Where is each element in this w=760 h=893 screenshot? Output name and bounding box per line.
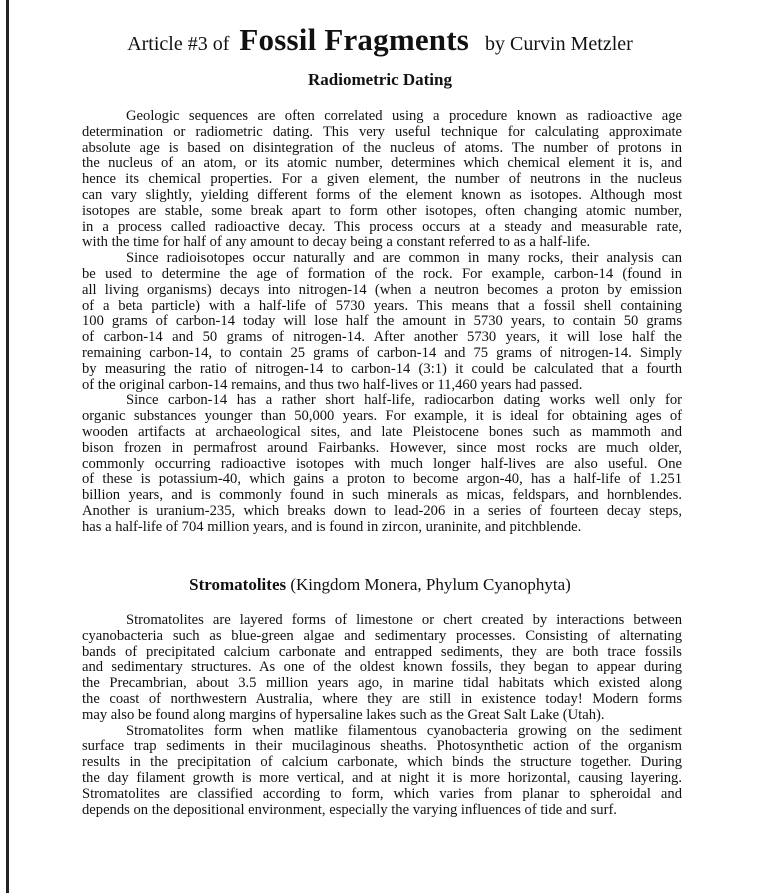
text-line: the nucleus of an atom, or its atomic number, determines which chemical element it is, and <box>82 155 682 172</box>
stromatolites-title-taxonomy: (Kingdom Monera, Phylum Cyanophyta) <box>290 575 571 594</box>
text-line: billion years, and is commonly found in such minerals as micas, feldspars, and hornblendes. <box>82 487 682 504</box>
article-header <box>0 20 760 66</box>
article-byline: by Curvin Metzler <box>485 33 633 55</box>
radiometric-body <box>82 109 682 536</box>
text-line: organic substances younger than 50,000 years. For example, it is ideal for obtaining ages of <box>82 408 682 425</box>
page-edge-rule <box>6 0 9 893</box>
text-line: may also be found along margins of hypersaline lakes such as the Great Salt Lake (Utah). <box>82 706 605 723</box>
text-line: wooden artifacts at archaeological sites, and late Pleistocene bones such as mammoth and <box>82 423 682 440</box>
text-line: all living organisms) decays into nitrogen-14 (when a neutron becomes a proton by emission <box>82 281 682 298</box>
text-line: the coast of northwestern Australia, where they are still in existence today! Modern forms <box>82 690 682 707</box>
text-line: the day filament growth is more vertical, and at night it is more horizontal, causing layering. <box>82 769 682 786</box>
text-line: surface trap sediments in their mucilaginous sheaths. Photosynthetic action of the organism <box>82 738 682 755</box>
text-line: hence its chemical properties. For a given element, the number of neutrons in the nucleus <box>82 171 682 188</box>
section-title-stromatolites <box>0 575 760 595</box>
text-line: and sedimentary structures. As one of the oldest known fossils, they began to appear during <box>82 659 682 676</box>
text-line: in a process called radioactive decay. This process occurs at a steady and measurable rate, <box>82 218 682 235</box>
text-line: Since radioisotopes occur naturally and are common in many rocks, their analysis can <box>126 250 682 267</box>
stromatolites-body <box>82 613 682 818</box>
text-line: Stromatolites are layered forms of limestone or chert created by interactions between <box>126 612 682 628</box>
text-line: of the original carbon-14 remains, and thus two half-lives or 11,460 years had passed. <box>82 376 583 393</box>
text-line: with the time for half of any amount to decay being a constant referred to as a half-life. <box>82 234 591 251</box>
article-prefix: Article #3 of <box>127 33 230 55</box>
text-line: the Precambrian, about 3.5 million years ago, in marine tidal habitats which existed along <box>82 675 682 692</box>
text-line: bands of precipitated calcium carbonate and entrapped sediments, they are both trace fossils <box>82 643 682 660</box>
text-line: Since carbon-14 has a rather short half-life, radiocarbon dating works well only for <box>126 392 682 409</box>
text-line: determination or radiometric dating. This very useful technique for calculating approximate <box>82 123 682 140</box>
text-line: remaining carbon-14, to contain 25 grams of carbon-14 and 75 grams of nitrogen-14. Simply <box>82 344 682 361</box>
text-line: cyanobacteria such as blue-green algae and sedimentary processes. Consisting of alternating <box>82 627 682 644</box>
text-line: depends on the depositional environment, especially the varying influences of tide and surf. <box>82 801 617 818</box>
text-line: commonly occurring radioactive isotopes with much longer half-lives are also useful. One <box>82 455 682 472</box>
text-line: 100 grams of carbon-14 today will lose half the amount in 5730 years, to contain 50 grams <box>82 313 682 330</box>
stromatolites-title-bold: Stromatolites <box>189 575 287 594</box>
text-line: Geologic sequences are often correlated using a procedure known as radioactive age <box>126 108 682 124</box>
text-line: results in the precipitation of calcium carbonate, which binds the structure together. During <box>82 754 682 771</box>
text-line: of these is potassium-40, which gains a proton to become argon-40, has a half-life of 1.251 <box>82 471 682 488</box>
section-title-radiometric: Radiometric Dating <box>307 70 452 89</box>
text-line: by measuring the ratio of nitrogen-14 to carbon-14 (3:1) it could be calculated that a fourth <box>82 360 682 377</box>
text-line: bison frozen in permafrost around Fairbanks. However, since most rocks are much older, <box>82 439 682 456</box>
text-line: Stromatolites are classified according to form, which varies from planar to spheroidal and <box>82 785 682 802</box>
text-line: of carbon-14 and 50 grams of nitrogen-14. After another 5730 years, it will lose half the <box>82 329 682 346</box>
text-line: Stromatolites form when matlike filamentous cyanobacteria growing on the sediment <box>126 722 682 739</box>
text-line: has a half-life of 704 million years, and is found in zircon, uraninite, and pitchblende. <box>82 518 582 535</box>
text-line: absolute age is based on disintegration of the nucleus of atoms. The number of protons in <box>82 139 682 156</box>
text-line: Another is uranium-235, which breaks down to lead-206 in a series of fourteen decay steps, <box>82 502 682 519</box>
text-line: be used to determine the age of formation of the rock. For example, carbon-14 (found in <box>82 265 682 282</box>
text-line: can vary slightly, yielding different forms of the element known as isotopes. Although most <box>82 186 682 203</box>
text-line: of a beta particle) with a half-life of 5730 years. This means that a fossil shell containing <box>82 297 682 314</box>
article-title: Fossil Fragments <box>239 22 470 57</box>
text-line: isotopes are stable, some break apart to form other isotopes, often changing atomic number, <box>82 202 682 219</box>
